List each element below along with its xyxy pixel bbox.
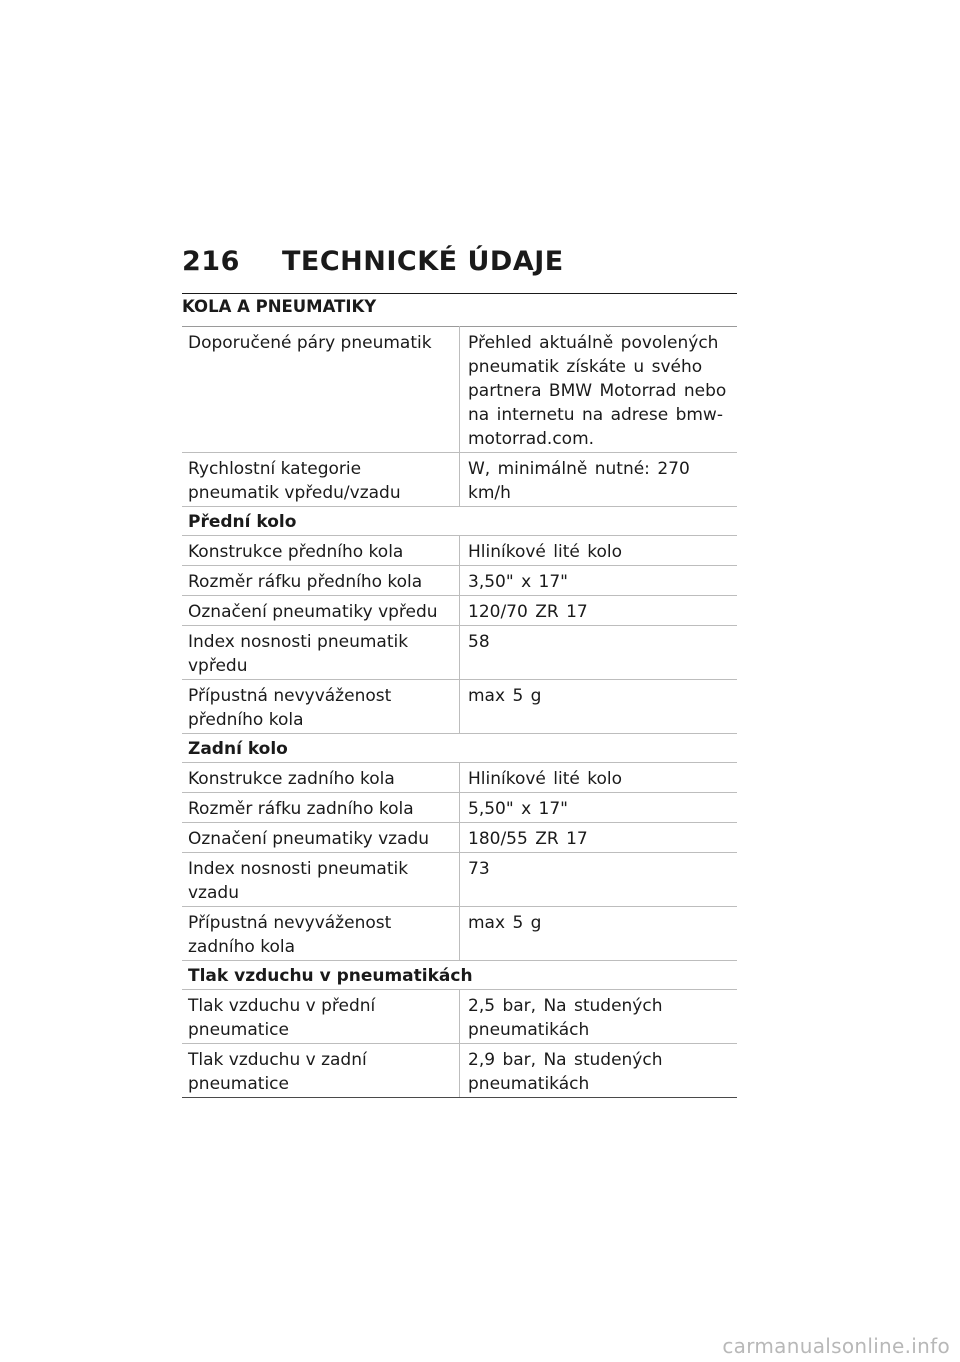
table-row: [182, 990, 737, 1044]
row-value: 73: [460, 853, 738, 907]
row-value: Hliníkové lité kolo: [460, 763, 738, 793]
row-label: Tlak vzduchu v zadní pneumatice: [182, 1044, 460, 1098]
table-row: [182, 763, 737, 793]
row-value: max 5 g: [460, 680, 738, 734]
row-label: Index nosnosti pneumatik vzadu: [182, 853, 460, 907]
table-row: [182, 453, 737, 507]
row-value: 58: [460, 626, 738, 680]
group-heading-row: [182, 734, 737, 763]
table-row: [182, 1044, 737, 1098]
row-value: Hliníkové lité kolo: [460, 536, 738, 566]
section-title: KOLA A PNEUMATIKY: [182, 297, 377, 316]
table-row: [182, 596, 737, 626]
group-heading-row: [182, 961, 737, 990]
row-label: Doporučené páry pneumatik: [182, 327, 460, 453]
table-row: [182, 793, 737, 823]
row-value: Přehled aktuálně povolených pneumatik získáte u svého partnera BMW Motorrad nebo na internetu na adrese bmw-motorrad.com.: [460, 327, 738, 453]
row-value: W, minimálně nutné: 270 km/h: [460, 453, 738, 507]
table-row: [182, 566, 737, 596]
table-row: [182, 823, 737, 853]
row-label: Rychlostní kategorie pneumatik vpředu/vzadu: [182, 453, 460, 507]
table-row: [182, 853, 737, 907]
row-label: Konstrukce zadního kola: [182, 763, 460, 793]
table-row: [182, 536, 737, 566]
row-label: Označení pneumatiky vzadu: [182, 823, 460, 853]
row-label: Přípustná nevyváženost zadního kola: [182, 907, 460, 961]
page-title: TECHNICKÉ ÚDAJE: [282, 246, 564, 277]
table-row: [182, 327, 737, 453]
table-row: [182, 680, 737, 734]
row-label: Přípustná nevyváženost předního kola: [182, 680, 460, 734]
header-rule: [182, 293, 737, 294]
group-heading-pressure: Tlak vzduchu v pneumatikách: [182, 961, 737, 990]
row-value: 3,50" x 17": [460, 566, 738, 596]
group-heading-rear: Zadní kolo: [182, 734, 737, 763]
table-row: [182, 626, 737, 680]
row-value: 2,5 bar, Na studených pneumatikách: [460, 990, 738, 1044]
row-value: 2,9 bar, Na studených pneumatikách: [460, 1044, 738, 1098]
row-label: Index nosnosti pneumatik vpředu: [182, 626, 460, 680]
row-label: Tlak vzduchu v přední pneumatice: [182, 990, 460, 1044]
row-value: 5,50" x 17": [460, 793, 738, 823]
table-row: [182, 907, 737, 961]
row-label: Rozměr ráfku zadního kola: [182, 793, 460, 823]
row-value: 120/70 ZR 17: [460, 596, 738, 626]
group-heading-front: Přední kolo: [182, 507, 737, 536]
group-heading-row: [182, 507, 737, 536]
row-label: Konstrukce předního kola: [182, 536, 460, 566]
row-value: 180/55 ZR 17: [460, 823, 738, 853]
spec-table: [182, 326, 737, 1098]
watermark: carmanualsonline.info: [722, 1334, 950, 1358]
page-number: 216: [182, 246, 240, 277]
page-header: [182, 246, 742, 278]
row-label: Označení pneumatiky vpředu: [182, 596, 460, 626]
row-value: max 5 g: [460, 907, 738, 961]
row-label: Rozměr ráfku předního kola: [182, 566, 460, 596]
